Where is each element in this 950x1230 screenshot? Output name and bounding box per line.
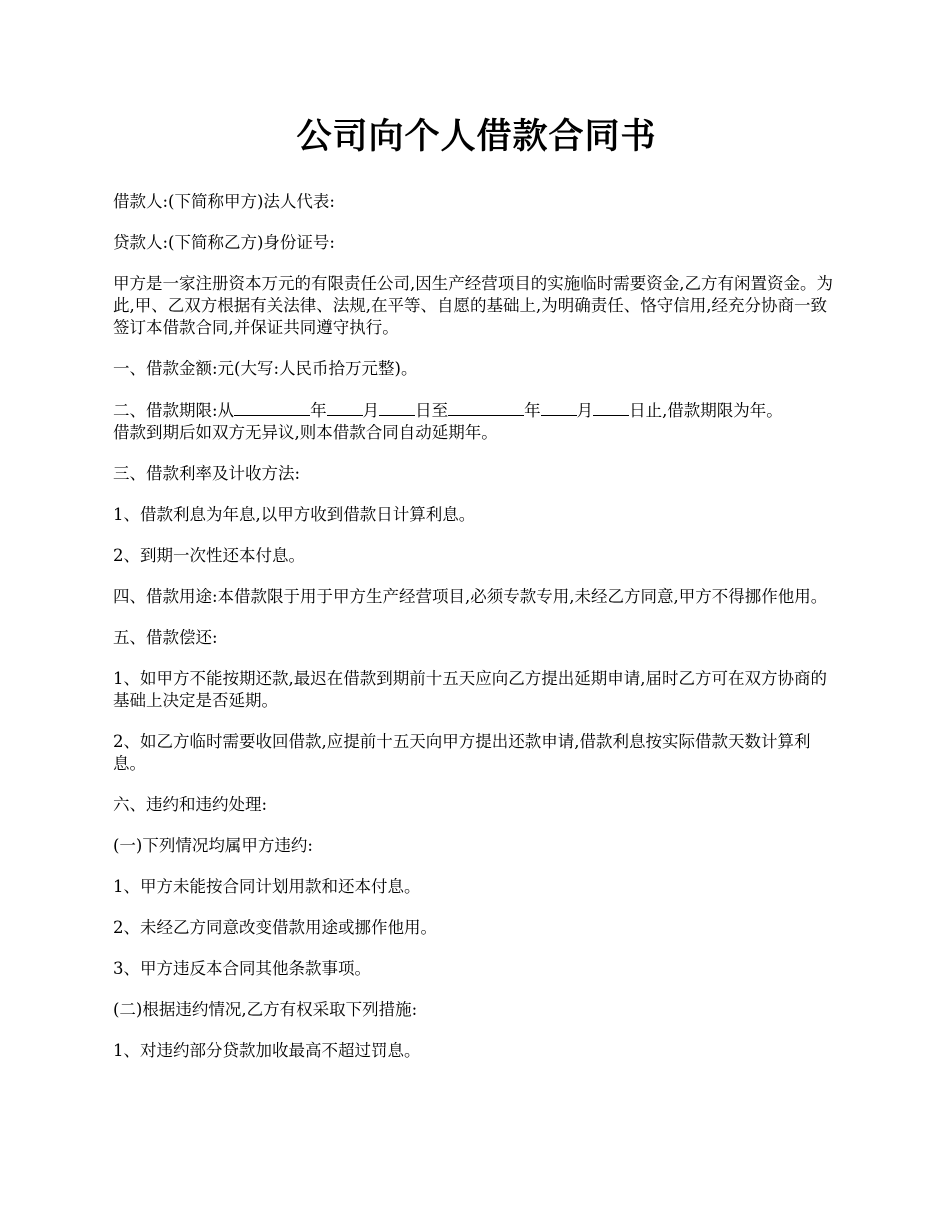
lender-line: 贷款人:(下简称乙方)身份证号: xyxy=(113,233,335,252)
term-prefix: 二、借款期限:从 xyxy=(113,401,235,420)
clause-repayment-heading: 五、借款偿还: xyxy=(113,628,218,647)
term-month-label: 月 xyxy=(362,401,380,420)
clause-breach-item-3: 3、甲方违反本合同其他条款事项。 xyxy=(113,959,371,978)
term-year-label-2: 年 xyxy=(524,401,541,420)
term-month-label-2: 月 xyxy=(576,401,594,420)
preamble-paragraph: 甲方是一家注册资本万元的有限责任公司,因生产经营项目的实施临时需要资金,乙方有闲置资金。为此,甲、乙双方根据有关法律、法规,在平等、自愿的基础上,为明确责任、恪守信用,经充分协商一致签订本借款合同,并保证共同遵守执行。 xyxy=(113,274,833,337)
start-month-blank[interactable] xyxy=(327,399,363,416)
start-year-blank[interactable] xyxy=(234,399,310,416)
clause-breach-item-2: 2、未经乙方同意改变借款用途或挪作他用。 xyxy=(113,918,437,937)
clause-breach-item-1: 1、甲方未能按合同计划用款和还本付息。 xyxy=(113,877,421,896)
document-title: 公司向个人借款合同书 xyxy=(296,116,657,157)
term-day-end: 日止,借款期限为年。 xyxy=(629,401,783,420)
clause-interest-item-1: 1、借款利息为年息,以甲方收到借款日计算利息。 xyxy=(113,505,476,524)
clause-repayment-item-2: 2、如乙方临时需要收回借款,应提前十五天向甲方提出还款申请,借款利息按实际借款天数计算利息。 xyxy=(113,732,811,773)
clause-loan-amount: 一、借款金额:元(大写:人民币拾万元整)。 xyxy=(113,359,418,378)
term-day-to-label: 日至 xyxy=(415,401,449,420)
clause-interest-item-2: 2、到期一次性还本付息。 xyxy=(113,546,305,565)
clause-loan-purpose: 四、借款用途:本借款限于用于甲方生产经营项目,必须专款专用,未经乙方同意,甲方不得挪作他用。 xyxy=(113,587,828,606)
clause-interest-heading: 三、借款利率及计收方法: xyxy=(113,464,301,483)
clause-breach-sub-1: (一)下列情况均属甲方违约: xyxy=(113,836,313,855)
start-day-blank[interactable] xyxy=(379,399,415,416)
end-day-blank[interactable] xyxy=(593,399,629,416)
end-month-blank[interactable] xyxy=(541,399,577,416)
clause-breach-sub-2: (二)根据违约情况,乙方有权采取下列措施: xyxy=(113,1000,418,1019)
clause-loan-term xyxy=(113,399,840,444)
borrower-line: 借款人:(下简称甲方)法人代表: xyxy=(113,192,335,211)
clause-breach-heading: 六、违约和违约处理: xyxy=(113,795,268,814)
term-continuation: 借款到期后如双方无异议,则本借款合同自动延期年。 xyxy=(113,423,498,442)
term-year-label: 年 xyxy=(310,401,327,420)
end-year-blank[interactable] xyxy=(448,399,524,416)
document-page xyxy=(113,112,840,1081)
clause-repayment-item-1: 1、如甲方不能按期还款,最迟在借款到期前十五天应向乙方提出延期申请,届时乙方可在双方协商的基础上决定是否延期。 xyxy=(113,669,827,710)
clause-measure-item-1: 1、对违约部分贷款加收最高不超过罚息。 xyxy=(113,1041,421,1060)
